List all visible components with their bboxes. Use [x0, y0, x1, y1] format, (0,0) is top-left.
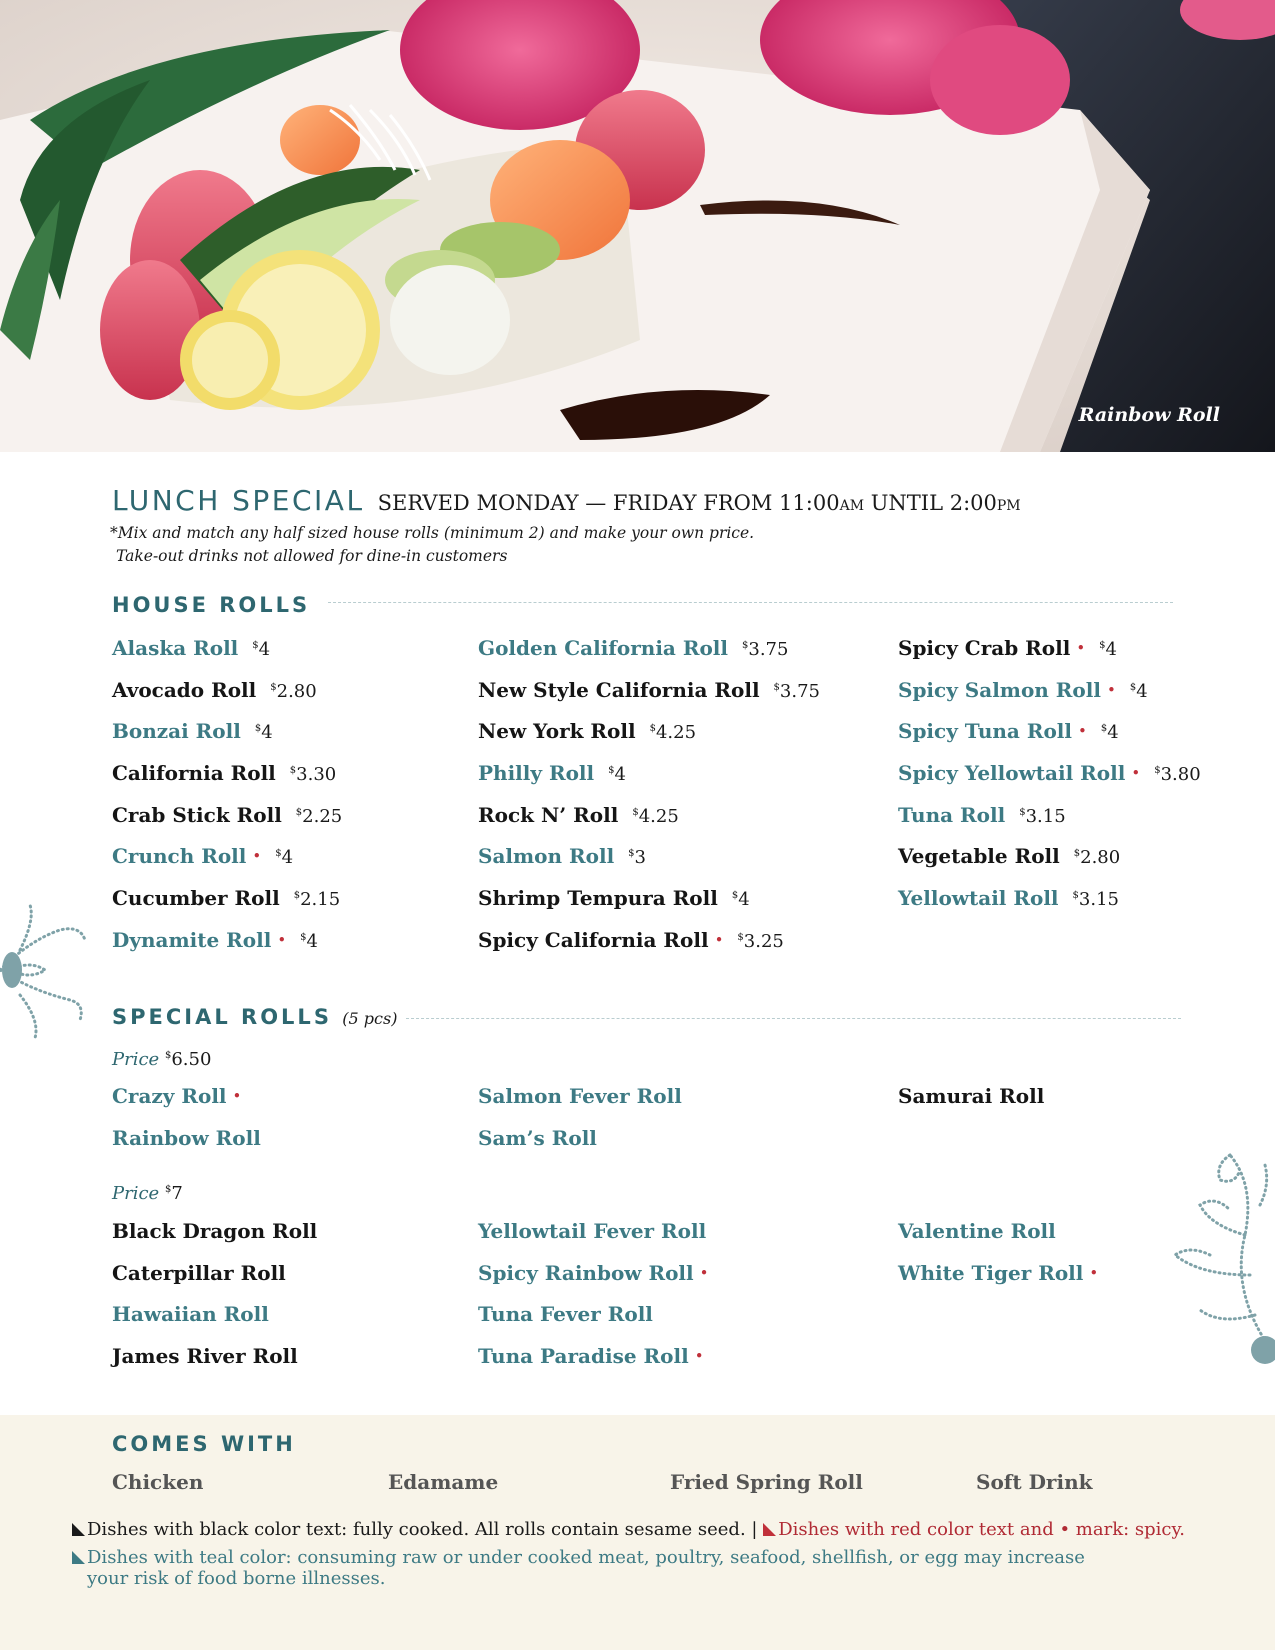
legend-cooked: Dishes with black color text: fully cooked. All rolls contain sesame seed. | — [87, 1519, 758, 1540]
spicy-dot-icon: • — [1089, 1263, 1099, 1282]
spicy-dot-icon: • — [1131, 764, 1141, 783]
menu-item — [112, 675, 342, 717]
lunch-header — [112, 484, 1021, 517]
item-name: Black Dragon Roll — [112, 1219, 318, 1243]
menu-item — [112, 1343, 317, 1385]
menu-item — [898, 633, 1201, 675]
item-price: $3 — [628, 847, 646, 869]
item-price: $3.15 — [1072, 889, 1119, 911]
item-name: Sam’s Roll — [478, 1125, 597, 1150]
item-price: $4 — [608, 764, 626, 786]
legend-line-3 — [87, 1568, 386, 1590]
menu-item — [478, 675, 820, 717]
item-name: New York Roll — [478, 719, 636, 744]
item-name: Spicy Yellowtail Roll — [898, 761, 1126, 786]
side-edamame: Edamame — [388, 1470, 499, 1494]
item-name: Yellowtail Fever Roll — [478, 1219, 707, 1243]
item-name: Avocado Roll — [112, 677, 257, 702]
note-takeout: Take-out drinks not allowed for dine-in customers — [116, 547, 508, 565]
menu-item — [478, 1343, 708, 1385]
menu-item — [112, 800, 342, 842]
menu-item — [478, 1125, 682, 1167]
menu-item — [478, 758, 820, 800]
item-name: Bonzai Roll — [112, 719, 241, 744]
item-price: $3.80 — [1154, 764, 1201, 786]
item-name: Tuna Paradise Roll — [478, 1344, 689, 1369]
menu-item — [478, 925, 820, 967]
menu-item — [898, 1083, 1044, 1125]
legend-raw: Dishes with teal color: consuming raw or under cooked meat, poultry, seafood, shellfish, or egg may increase — [87, 1547, 1085, 1568]
item-price: $4 — [1099, 639, 1117, 660]
item-price: $3.75 — [742, 639, 789, 660]
item-name: Cucumber Roll — [112, 886, 280, 911]
menu-item — [478, 883, 820, 925]
item-price: $3.75 — [773, 680, 820, 702]
item-name: Dynamite Roll — [112, 927, 272, 952]
menu-item — [478, 1083, 682, 1125]
item-name: New Style California Roll — [478, 677, 760, 702]
spicy-dot-icon: • — [1078, 722, 1087, 741]
special-650-col-3 — [898, 1083, 1044, 1125]
menu-item — [112, 633, 342, 675]
menu-item — [478, 633, 820, 675]
item-name: Golden California Roll — [478, 636, 728, 660]
item-name: California Roll — [112, 761, 276, 786]
spicy-dot-icon: • — [252, 847, 262, 866]
menu-item — [898, 841, 1201, 883]
floral-ornament-left-icon — [0, 900, 90, 1040]
menu-item — [478, 716, 820, 758]
item-name: Caterpillar Roll — [112, 1260, 286, 1285]
item-name: Rainbow Roll — [112, 1125, 261, 1150]
special-7-col-2 — [478, 1218, 708, 1385]
item-name: Spicy Crab Roll — [898, 636, 1071, 660]
item-name: James River Roll — [112, 1344, 298, 1369]
menu-item — [478, 841, 820, 883]
house-rolls-heading: HOUSE ROLLS — [112, 593, 311, 617]
item-price: $4 — [1129, 680, 1148, 702]
menu-item — [898, 800, 1201, 842]
menu-item — [478, 1260, 708, 1302]
legend-line-1 — [72, 1519, 1185, 1541]
menu-item — [112, 841, 342, 883]
legend-spicy: Dishes with red color text and • mark: spicy. — [778, 1519, 1185, 1540]
item-name: Spicy Salmon Roll — [898, 677, 1101, 702]
special-650-col-1 — [112, 1083, 261, 1166]
pieces-note: (5 pcs) — [342, 1009, 398, 1028]
legend-raw-cont: your risk of food borne illnesses. — [87, 1568, 386, 1589]
photo-caption: Rainbow Roll — [1078, 404, 1220, 426]
item-price: $4 — [1100, 722, 1119, 744]
item-price: $3.30 — [289, 764, 337, 786]
spicy-dot-icon: • — [1076, 639, 1086, 657]
item-price: $2.80 — [1073, 847, 1121, 869]
item-name: Rock N’ Roll — [478, 802, 619, 827]
menu-item — [898, 1260, 1098, 1302]
teal-marker-icon — [72, 1551, 85, 1564]
item-price: $2.15 — [293, 889, 341, 911]
item-name: Tuna Roll — [898, 802, 1006, 827]
menu-item — [478, 1301, 708, 1343]
house-rolls-col-3 — [898, 633, 1201, 925]
side-fried-spring-roll: Fried Spring Roll — [670, 1470, 863, 1494]
item-name: Hawaiian Roll — [112, 1302, 269, 1327]
black-marker-icon — [72, 1523, 85, 1536]
special-7-col-3 — [898, 1218, 1098, 1301]
item-name: Spicy California Roll — [478, 927, 709, 952]
item-name: Yellowtail Roll — [898, 886, 1059, 911]
item-name: Philly Roll — [478, 761, 595, 786]
served-hours: SERVED MONDAY — FRIDAY FROM 11:00AM UNTIL 2:00PM — [377, 491, 1021, 515]
menu-item — [898, 1218, 1098, 1260]
item-price: $4 — [254, 722, 273, 744]
menu-item — [112, 1260, 317, 1302]
spicy-dot-icon: • — [694, 1347, 704, 1366]
spicy-dot-icon: • — [232, 1087, 242, 1105]
spicy-dot-icon: • — [699, 1263, 709, 1282]
house-rolls-col-1 — [112, 633, 342, 967]
item-name: Salmon Roll — [478, 844, 615, 869]
comes-with-heading: COMES WITH — [112, 1432, 296, 1456]
item-name: Vegetable Roll — [898, 844, 1060, 869]
menu-item — [898, 883, 1201, 925]
menu-item — [478, 1218, 708, 1260]
menu-item — [112, 883, 342, 925]
item-name: Valentine Roll — [898, 1219, 1056, 1243]
red-marker-icon — [763, 1523, 776, 1536]
spicy-dot-icon: • — [714, 930, 724, 949]
item-price: $3.15 — [1019, 805, 1066, 827]
item-price: $4 — [731, 889, 750, 911]
item-name: Spicy Rainbow Roll — [478, 1260, 694, 1285]
menu-item — [112, 1218, 317, 1260]
menu-item — [898, 716, 1201, 758]
spicy-dot-icon: • — [277, 930, 287, 949]
legend-line-2 — [72, 1547, 1085, 1569]
item-price: $2.80 — [270, 680, 317, 702]
lunch-special-title: LUNCH SPECIAL — [112, 484, 365, 517]
floral-ornament-right-icon — [1170, 1145, 1275, 1375]
item-name: Spicy Tuna Roll — [898, 719, 1072, 744]
note-mix-match: *Mix and match any half sized house rolls (minimum 2) and make your own price. — [110, 524, 755, 542]
house-rolls-col-2 — [478, 633, 820, 967]
menu-item — [112, 716, 342, 758]
side-chicken: Chicken — [112, 1470, 204, 1494]
special-rolls-heading: SPECIAL ROLLS (5 pcs) — [112, 1005, 398, 1029]
spicy-dot-icon: • — [1106, 680, 1116, 699]
item-name: Samurai Roll — [898, 1084, 1045, 1108]
item-name: Crab Stick Roll — [112, 802, 282, 827]
menu-item — [898, 675, 1201, 717]
menu-item — [112, 925, 342, 967]
menu-item — [478, 800, 820, 842]
item-name: Tuna Fever Roll — [478, 1302, 653, 1327]
item-name: Crazy Roll — [112, 1084, 227, 1108]
item-name: Shrimp Tempura Roll — [478, 886, 718, 911]
item-price: $4 — [252, 639, 271, 660]
price-label-650: Price $6.50 — [112, 1049, 212, 1070]
special-7-col-1 — [112, 1218, 317, 1385]
item-price: $3.25 — [737, 930, 784, 952]
lunch-notes — [110, 522, 754, 568]
special-650-col-2 — [478, 1083, 682, 1166]
menu-item — [112, 1301, 317, 1343]
special-rolls-divider — [406, 1018, 1181, 1019]
item-price: $4 — [300, 930, 318, 952]
item-name: White Tiger Roll — [898, 1260, 1084, 1285]
hero-photo — [0, 0, 1275, 452]
side-soft-drink: Soft Drink — [976, 1470, 1093, 1494]
menu-item — [112, 1083, 261, 1125]
item-name: Crunch Roll — [112, 844, 247, 869]
rainbow-roll-photo — [0, 0, 1275, 452]
menu-item — [112, 758, 342, 800]
item-name: Salmon Fever Roll — [478, 1084, 682, 1108]
item-price: $2.25 — [295, 805, 343, 827]
house-rolls-divider — [328, 602, 1173, 603]
item-name: Alaska Roll — [112, 636, 239, 660]
item-price: $4 — [275, 847, 294, 869]
item-price: $4.25 — [632, 805, 679, 827]
menu-item — [112, 1125, 261, 1167]
price-label-7: Price $7 — [112, 1183, 183, 1204]
menu-item — [898, 758, 1201, 800]
item-price: $4.25 — [649, 722, 697, 744]
